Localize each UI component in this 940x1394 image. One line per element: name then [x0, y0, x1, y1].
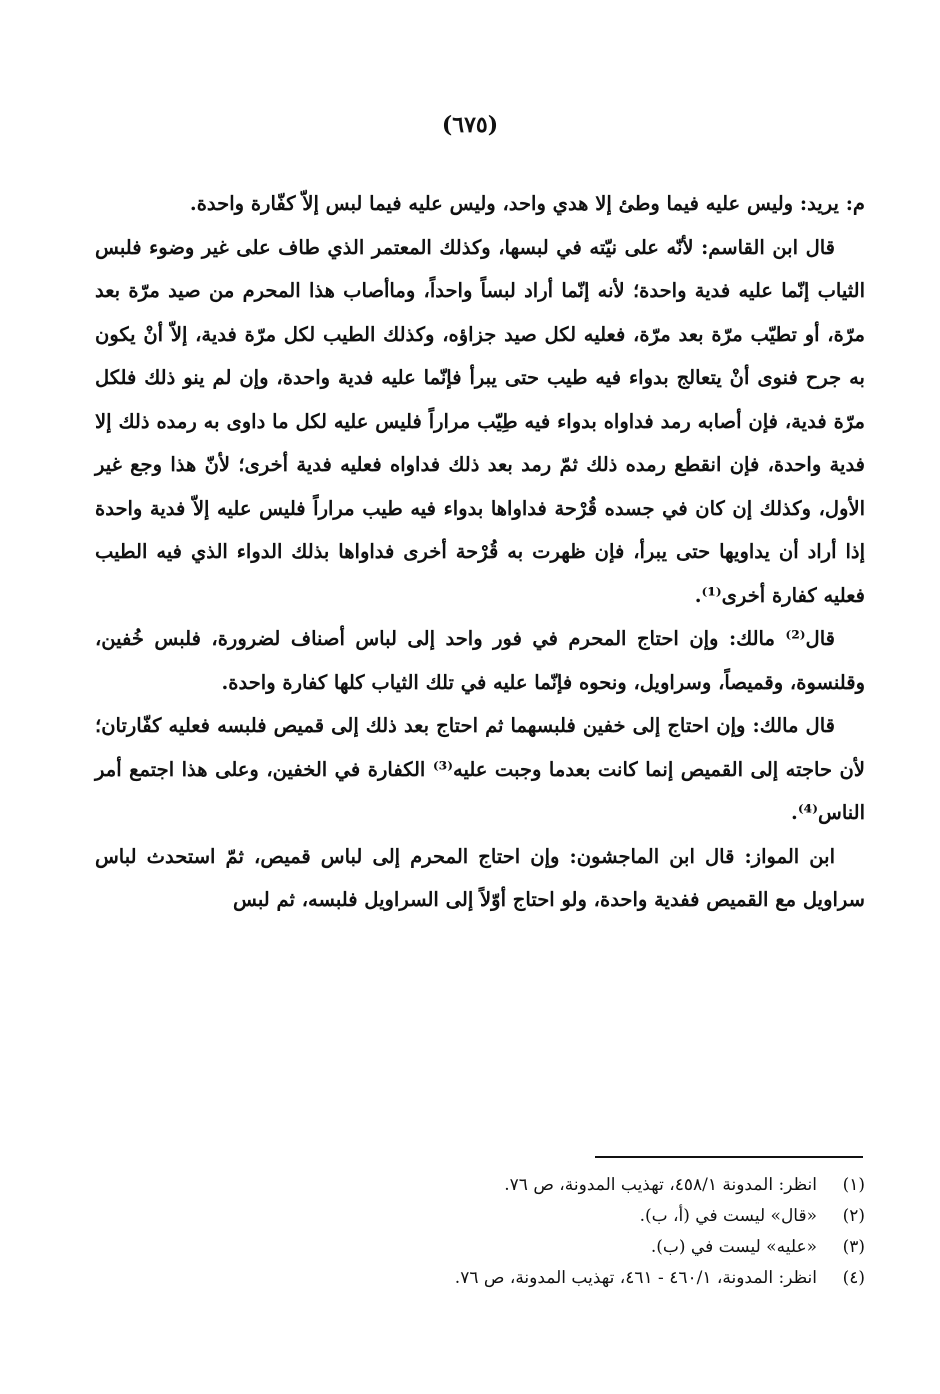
paragraph-ibn-al-qasim: قال ابن القاسم: لأنّه على نيّته في لبسها، وكذلك المعتمر الذي طاف على غير وضوء فلبس الثياب إنّما عليه فدية واحدة؛ لأنه إنّما أراد لبساً واحداً، وماأصاب هذا المحرم من صيد مرّة بعد مرّة، أو تطيّب مرّة بعد مرّة، فعليه لكل صيد جزاؤه، وكذلك الطيب لكل مرّة فدية، إلاّ أنْ يكون به جرح فنوى أنْ يتعالج بدواء فيه طيب حتى يبرأ فإنّما عليه فدية واحدة، وإن لم ينو ذلك فلكل مرّة فدية، فإن أصابه رمد فداواه بدواء فيه طِيّب مراراً فليس عليه لكل ما داوى به رمده ذلك إلا فدية واحدة، فإن انقطع رمده ذلك ثمّ رمد بعد ذلك فداواه فعليه فدية أخرى؛ لأنّ هذا وجع غير الأول، وكذلك إن كان في جسده قُرْحة فداواها بدواء فيه طيب مراراً فليس عليه إلاّ فدية واحدة إذا أراد أن يداويها حتى يبرأ، فإن ظهرت به قُرْحة أخرى فداواها بذلك الدواء الذي فيه الطيب فعليه كفارة أخرى⁽¹⁾.: [95, 235, 865, 607]
footnote-text: «عليه» ليست في (ب).: [650, 1237, 817, 1257]
paragraph-intro: م: يريد: وليس عليه فيما وطئ إلا هدي واحد، وليس عليه فيما لبس إلاّ كفّارة واحدة.: [189, 192, 865, 215]
paragraph-malik-2: قال مالك: وإن احتاج إلى خفين فلبسهما ثم احتاج بعد ذلك إلى قميص فلبسه فعليه كفّارتان؛ لأن حاجته إلى القميص إنما كانت بعدما وجبت عليه⁽³⁾ الكفارة في الخفين، وعلى هذا اجتمع أمر الناس⁽⁴⁾.: [95, 714, 865, 824]
footnote-number: (١): [842, 1175, 865, 1195]
footnote-text: انظر: المدونة ٤٥٨/١، تهذيب المدونة، ص ٧٦.: [504, 1175, 817, 1195]
paragraph-malik-1: قال⁽²⁾ مالك: وإن احتاج المحرم في فور واحد إلى لباس أصناف لضرورة، فلبس خُفين، وقلنسوة، وقميصاً، وسراويل، ونحوه فإنّما عليه في تلك الثياب كلها كفارة واحدة.: [95, 627, 865, 694]
footnotes: [300, 1170, 865, 1294]
footnote: [300, 1232, 865, 1263]
main-text: [95, 182, 865, 922]
footnote-text: «قال» ليست في (أ، ب).: [639, 1206, 817, 1226]
footnote-text: انظر: المدونة، ٤٦٠/١ - ٤٦١، تهذيب المدونة، ص ٧٦.: [454, 1268, 817, 1288]
page-number: (٦٧٥): [441, 112, 499, 138]
footnote-number: (٣): [842, 1237, 865, 1257]
footnote-divider: [595, 1156, 863, 1158]
footnote: [300, 1201, 865, 1232]
footnote: [300, 1263, 865, 1294]
paragraph-ibn-al-mawaz: ابن المواز: قال ابن الماجشون: وإن احتاج المحرم إلى لباس قميص، ثمّ استحدث لباس سراويل مع القميص ففدية واحدة، ولو احتاج أوّلاً إلى السراويل فلبسه، ثم لبس: [95, 844, 865, 911]
footnote-number: (٤): [842, 1268, 865, 1288]
footnote: [300, 1170, 865, 1201]
footnote-number: (٢): [842, 1206, 865, 1226]
